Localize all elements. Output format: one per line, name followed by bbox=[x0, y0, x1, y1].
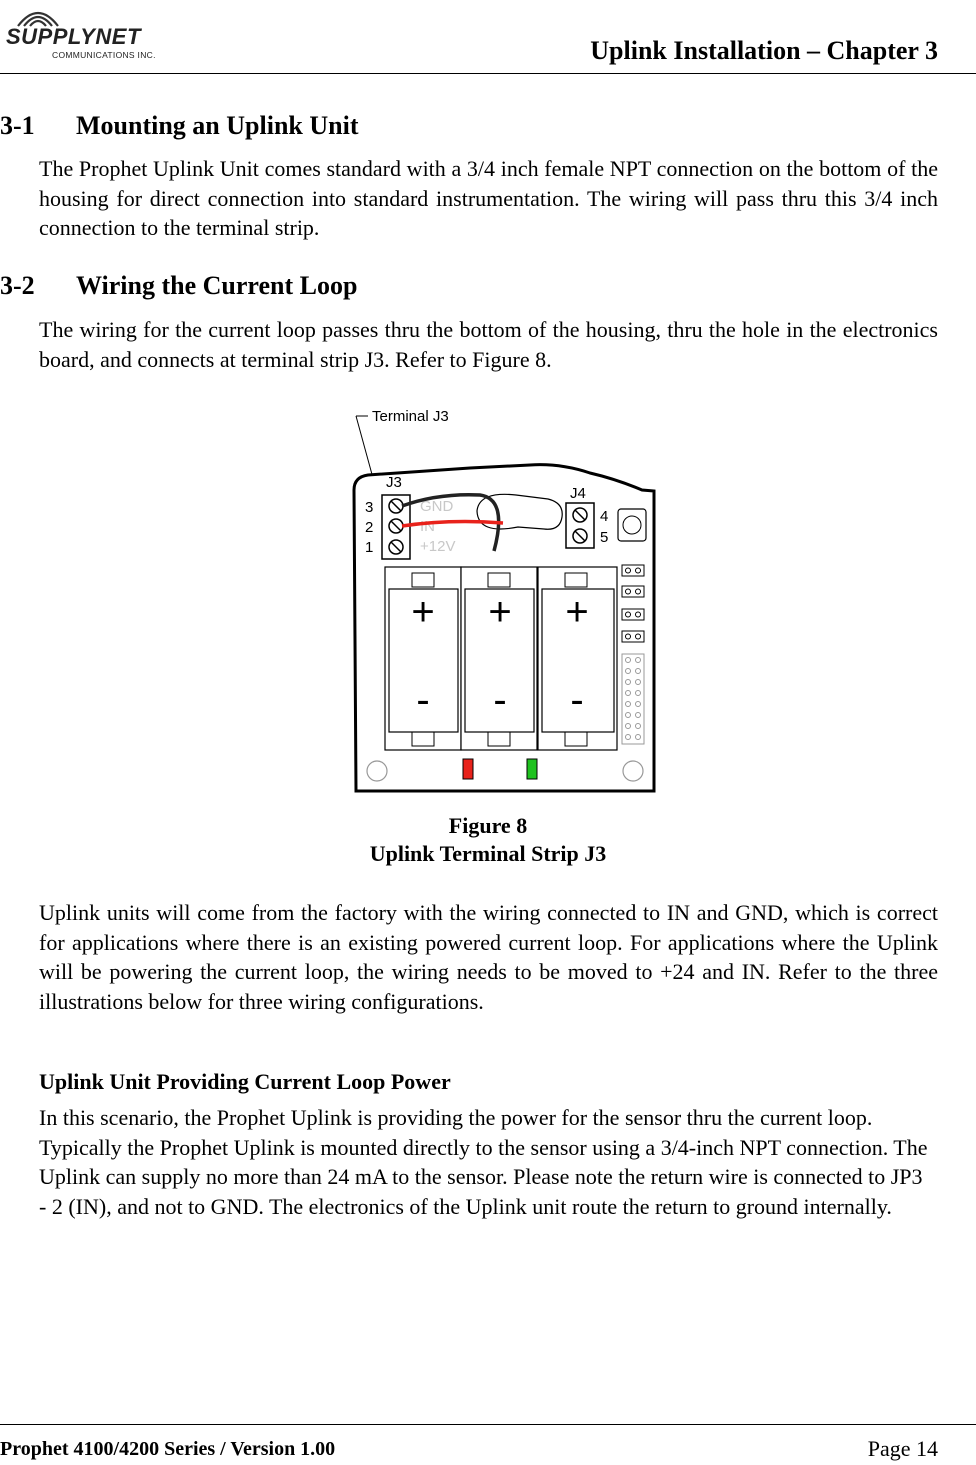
section-3-1-paragraph: The Prophet Uplink Unit comes standard with a 3/4 inch female NPT connection on the bottom of the housing for direct connection into standard instrumentation. The wiring will pass thru this 3/4 inch connection to the terminal strip. bbox=[39, 156, 938, 240]
wiring-configuration-paragraph: Uplink units will come from the factory with the wiring connected to IN and GND, which is correct for applications where there is an existing powered current loop. For applications where the Uplink will be powering the current loop, the wiring needs to be moved to +24 and IN. Refer to the three illustrations below for three wiring configurations. bbox=[39, 900, 938, 1014]
j4-screw-4 bbox=[573, 508, 587, 522]
battery-plus-sign: + bbox=[565, 590, 589, 634]
j4-pin-number: 4 bbox=[600, 508, 609, 525]
j3-label: J3 bbox=[386, 474, 402, 491]
battery-minus-sign: - bbox=[570, 678, 584, 722]
j3-screw-1 bbox=[389, 540, 403, 554]
page-header-title: Uplink Installation – Chapter 3 bbox=[590, 36, 938, 65]
mounting-hole bbox=[623, 761, 643, 781]
terminal-strip-diagram bbox=[320, 395, 660, 795]
j3-pin-number: 2 bbox=[365, 519, 374, 536]
mounting-hole bbox=[367, 761, 387, 781]
current-loop-power-paragraph: In this scenario, the Prophet Uplink is providing the power for the sensor thru the current loop. Typically the Prophet Uplink is mounted directly to the sensor using a 3/4-inch NPT connection. The Uplink can supply no more than 24 mA to the sensor. Please note the return wire is connected to JP3 - 2 (IN), and not to GND. The electronics of the Uplink unit route the return to ground internally. bbox=[39, 1105, 928, 1219]
footer-page-number: Page 14 bbox=[867, 1436, 938, 1461]
j4-label: J4 bbox=[570, 485, 586, 502]
section-3-2-paragraph: The wiring for the current loop passes thru the bottom of the housing, thru the hole in the electronics board, and connects at terminal strip J3. Refer to Figure 8. bbox=[39, 317, 938, 372]
red-led-icon bbox=[463, 759, 473, 779]
j3-screw-3 bbox=[389, 499, 403, 513]
battery-minus-sign: - bbox=[493, 678, 507, 722]
subsection-heading: Uplink Unit Providing Current Loop Power bbox=[39, 1069, 451, 1094]
section-number: 3-2 bbox=[0, 271, 35, 300]
section-title: Mounting an Uplink Unit bbox=[76, 111, 359, 140]
figure-caption-title: Uplink Terminal Strip J3 bbox=[369, 841, 607, 866]
j3-pin-number: 3 bbox=[365, 499, 374, 516]
pin-header bbox=[622, 654, 644, 744]
j3-pin-number: 1 bbox=[365, 539, 374, 556]
section-heading-3-2 bbox=[0, 271, 357, 301]
figure-caption-number: Figure 8 bbox=[448, 813, 528, 838]
battery-plus-sign: + bbox=[411, 590, 435, 634]
section-number: 3-1 bbox=[0, 111, 35, 140]
section-title: Wiring the Current Loop bbox=[76, 271, 358, 300]
battery-plus-sign: + bbox=[488, 590, 512, 634]
j4-pin-number: 5 bbox=[600, 529, 609, 546]
callout-label: Terminal J3 bbox=[372, 408, 449, 425]
j3-signal-label: GND bbox=[420, 498, 454, 515]
green-led-icon bbox=[527, 759, 537, 779]
push-button-cap bbox=[623, 516, 641, 534]
j3-screw-2 bbox=[389, 519, 403, 533]
j3-signal-label: IN bbox=[420, 518, 435, 535]
footer-series-version: Prophet 4100/4200 Series / Version 1.00 bbox=[0, 1438, 336, 1460]
logo-subtitle: COMMUNICATIONS INC. bbox=[52, 50, 156, 60]
j4-screw-5 bbox=[573, 529, 587, 543]
section-heading-3-1 bbox=[0, 111, 358, 141]
header-divider bbox=[0, 73, 976, 74]
j3-signal-label: +12V bbox=[420, 538, 456, 555]
footer-divider bbox=[0, 1424, 976, 1425]
battery-minus-sign: - bbox=[416, 678, 430, 722]
logo-wordmark: SUPPLYNET bbox=[6, 24, 141, 49]
